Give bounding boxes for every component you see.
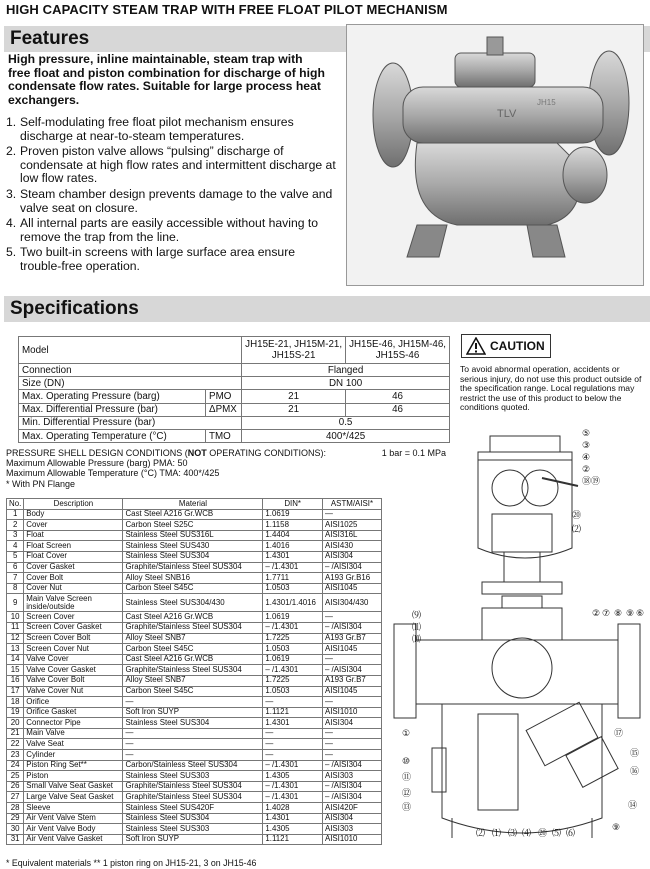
part-astm: – /AISI304 — [322, 562, 381, 573]
part-description: Screen Cover Nut — [24, 644, 123, 655]
table-row — [7, 792, 382, 803]
part-material: Carbon Steel S25C — [123, 520, 263, 531]
part-description: Cover Nut — [24, 583, 123, 594]
part-callout: ⑴ — [492, 829, 502, 839]
part-din: — — [263, 728, 323, 739]
part-callout: ⑱⑲ — [582, 477, 601, 487]
part-material: Graphite/Stainless Steel SUS304 — [123, 781, 263, 792]
table-row — [7, 654, 382, 665]
part-material: — — [123, 697, 263, 708]
part-material: Graphite/Stainless Steel SUS304 — [123, 562, 263, 573]
part-callout: ⑮ — [630, 749, 640, 759]
table-row — [7, 739, 382, 750]
warning-triangle-icon — [466, 337, 486, 355]
specifications-table — [18, 336, 450, 443]
part-number: 4 — [7, 541, 24, 552]
part-material: — — [123, 750, 263, 761]
part-callout: ⑥ — [636, 609, 645, 619]
part-description: Connector Pipe — [24, 718, 123, 729]
part-din: 1.4404 — [263, 530, 323, 541]
part-material: Cast Steel A216 Gr.WCB — [123, 612, 263, 623]
specifications-heading: Specifications — [4, 296, 650, 322]
spec-row-tmo — [19, 429, 450, 442]
shell-line-4: * With PN Flange — [6, 478, 76, 489]
part-callout: ⑽ — [412, 635, 422, 645]
part-number: 13 — [7, 644, 24, 655]
part-material: Alloy Steel SNB7 — [123, 675, 263, 686]
part-astm: AISI1010 — [322, 707, 381, 718]
part-number: 12 — [7, 633, 24, 644]
table-row — [7, 633, 382, 644]
part-number: 14 — [7, 654, 24, 665]
part-din: 1.4305 — [263, 771, 323, 782]
part-description: Air Vent Valve Body — [24, 824, 123, 835]
part-astm: AISI304 — [322, 718, 381, 729]
part-number: 27 — [7, 792, 24, 803]
part-astm: AISI420F — [322, 803, 381, 814]
part-astm: A193 Gr.B16 — [322, 573, 381, 584]
part-description: Sleeve — [24, 803, 123, 814]
part-callout: ⑤ — [582, 429, 591, 439]
part-description: Cover Gasket — [24, 562, 123, 573]
part-number: 1 — [7, 509, 24, 520]
part-din: 1.1121 — [263, 834, 323, 845]
part-din: 1.4305 — [263, 824, 323, 835]
part-number: 24 — [7, 760, 24, 771]
part-astm: – /AISI304 — [322, 622, 381, 633]
part-astm: AISI1010 — [322, 834, 381, 845]
part-number: 11 — [7, 622, 24, 633]
part-description: Cover Bolt — [24, 573, 123, 584]
part-callout: ⑾ — [412, 623, 422, 633]
col-header: DIN* — [263, 499, 323, 510]
table-row — [7, 573, 382, 584]
part-astm: AISI1025 — [322, 520, 381, 531]
part-number: 19 — [7, 707, 24, 718]
feature-number: 1. — [6, 115, 17, 129]
document-title: HIGH CAPACITY STEAM TRAP WITH FREE FLOAT PILOT MECHANISM — [6, 2, 448, 17]
part-din: 1.4028 — [263, 803, 323, 814]
table-row — [7, 803, 382, 814]
part-din: 1.1158 — [263, 520, 323, 531]
part-astm: AISI304/430 — [322, 594, 381, 612]
table-row — [7, 686, 382, 697]
photo-brand-text: TLV — [497, 108, 517, 120]
spec-label: Min. Differential Pressure (bar) — [19, 416, 242, 429]
feature-item — [6, 116, 336, 143]
part-callout: ⑷ — [522, 829, 532, 839]
feature-number: 4. — [6, 216, 17, 231]
spec-model-b: JH15E-46, JH15M-46, JH15S-46 — [346, 337, 450, 364]
part-din: 1.0503 — [263, 583, 323, 594]
feature-number: 2. — [6, 144, 17, 159]
part-material: Carbon Steel S45C — [123, 583, 263, 594]
col-header: Description — [24, 499, 123, 510]
spec-symbol: ΔPMX — [206, 403, 242, 416]
spec-label: Connection — [19, 364, 242, 377]
part-number: 25 — [7, 771, 24, 782]
part-callout: ① — [402, 729, 411, 739]
part-astm: — — [322, 728, 381, 739]
part-callout: ⑬ — [402, 803, 412, 813]
part-astm: A193 Gr.B7 — [322, 633, 381, 644]
caution-text: To avoid abnormal operation, accidents or serious injury, do not use this product outside of the specification range. Local regulations may restrict the use of this product to below the conditions quoted. — [460, 364, 642, 413]
part-din: 1.7225 — [263, 675, 323, 686]
part-din: – /1.4301 — [263, 760, 323, 771]
part-din: 1.0619 — [263, 509, 323, 520]
photo-model-text: JH15 — [537, 98, 556, 107]
part-din: – /1.4301 — [263, 562, 323, 573]
part-astm: AISI316L — [322, 530, 381, 541]
part-callout: ⑶ — [508, 829, 518, 839]
col-header: Material — [123, 499, 263, 510]
part-astm: AISI303 — [322, 824, 381, 835]
table-row — [7, 760, 382, 771]
feature-number: 5. — [6, 245, 17, 260]
part-astm: AISI1045 — [322, 686, 381, 697]
part-number: 7 — [7, 573, 24, 584]
part-description: Large Valve Seat Gasket — [24, 792, 123, 803]
part-astm: A193 Gr.B7 — [322, 675, 381, 686]
shell-line-3: Maximum Allowable Temperature (°C) TMA: 400*/425 — [6, 468, 220, 479]
spec-value: 46 — [346, 390, 450, 403]
part-material: Graphite/Stainless Steel SUS304 — [123, 665, 263, 676]
feature-text: Two built-in screens with large surface area ensure trouble-free operation. — [20, 245, 296, 273]
part-material: Stainless Steel SUS430 — [123, 541, 263, 552]
part-number: 10 — [7, 612, 24, 623]
product-photo — [346, 24, 644, 286]
part-material: Soft Iron SUYP — [123, 707, 263, 718]
part-number: 8 — [7, 583, 24, 594]
parts-table — [6, 498, 382, 845]
unit-note: 1 bar = 0.1 MPa — [381, 448, 446, 458]
table-row — [7, 834, 382, 845]
part-description: Cylinder — [24, 750, 123, 761]
spec-symbol: PMO — [206, 390, 242, 403]
table-row — [7, 781, 382, 792]
feature-item — [6, 217, 336, 244]
spec-label: Size (DN) — [19, 377, 242, 390]
part-material: Cast Steel A216 Gr.WCB — [123, 509, 263, 520]
part-din: — — [263, 739, 323, 750]
part-din: – /1.4301 — [263, 665, 323, 676]
spec-value: 21 — [242, 390, 346, 403]
part-number: 26 — [7, 781, 24, 792]
table-row — [7, 562, 382, 573]
part-description: Screen Cover — [24, 612, 123, 623]
part-number: 21 — [7, 728, 24, 739]
part-description: Main Valve — [24, 728, 123, 739]
part-description: Float Cover — [24, 551, 123, 562]
spec-value: 21 — [242, 403, 346, 416]
part-material: Alloy Steel SNB16 — [123, 573, 263, 584]
part-astm: — — [322, 612, 381, 623]
part-astm: AISI304 — [322, 551, 381, 562]
part-din: 1.0503 — [263, 644, 323, 655]
part-callout: ⑵ — [476, 829, 486, 839]
part-number: 18 — [7, 697, 24, 708]
table-row — [7, 824, 382, 835]
table-row — [7, 771, 382, 782]
part-description: Body — [24, 509, 123, 520]
part-material: Stainless Steel SUS304 — [123, 718, 263, 729]
part-material: Stainless Steel SUS304 — [123, 813, 263, 824]
part-callout: ⑳ — [538, 829, 548, 839]
part-din: 1.4301 — [263, 813, 323, 824]
part-material: Carbon Steel S45C — [123, 686, 263, 697]
feature-item — [6, 246, 336, 273]
part-din: – /1.4301 — [263, 622, 323, 633]
part-callout: ⑨ — [626, 609, 635, 619]
part-description: Valve Seat — [24, 739, 123, 750]
spec-label: Max. Operating Temperature (°C) — [19, 429, 206, 442]
shell-line-2: Maximum Allowable Pressure (barg) PMA: 50 — [6, 458, 188, 469]
part-astm: AISI303 — [322, 771, 381, 782]
table-row — [7, 675, 382, 686]
steam-trap-photo-illustration — [347, 25, 643, 285]
part-material: Stainless Steel SUS304 — [123, 551, 263, 562]
caution-badge — [461, 334, 551, 358]
table-row — [7, 697, 382, 708]
part-number: 6 — [7, 562, 24, 573]
feature-text: Self-modulating free float pilot mechanism ensures discharge at near-to-steam temperatures. — [20, 115, 294, 143]
part-din: 1.0619 — [263, 654, 323, 665]
spec-symbol: TMO — [206, 429, 242, 442]
part-number: 23 — [7, 750, 24, 761]
spec-row-connection — [19, 364, 450, 377]
part-astm: – /AISI304 — [322, 665, 381, 676]
part-description: Orifice Gasket — [24, 707, 123, 718]
part-description: Valve Cover Gasket — [24, 665, 123, 676]
part-din: – /1.4301 — [263, 792, 323, 803]
part-description: Air Vent Valve Gasket — [24, 834, 123, 845]
part-description: Valve Cover — [24, 654, 123, 665]
part-number: 30 — [7, 824, 24, 835]
part-material: Carbon/Stainless Steel SUS304 — [123, 760, 263, 771]
part-callout: ⑧ — [614, 609, 623, 619]
part-din: 1.7711 — [263, 573, 323, 584]
parts-footnote: * Equivalent materials ** 1 piston ring on JH15-21, 3 on JH15-46 — [6, 858, 257, 868]
spec-row-model — [19, 337, 450, 364]
spec-label: Max. Differential Pressure (bar) — [19, 403, 206, 416]
table-row — [7, 665, 382, 676]
part-material: Stainless Steel SUS303 — [123, 824, 263, 835]
part-number: 2 — [7, 520, 24, 531]
caution-label: CAUTION — [490, 339, 545, 353]
part-material: — — [123, 739, 263, 750]
part-description: Piston Ring Set** — [24, 760, 123, 771]
table-row — [7, 541, 382, 552]
part-astm: AISI304 — [322, 813, 381, 824]
part-astm: – /AISI304 — [322, 781, 381, 792]
part-callout: ⑭ — [628, 801, 638, 811]
part-description: Air Vent Valve Stem — [24, 813, 123, 824]
part-din: 1.7225 — [263, 633, 323, 644]
part-description: Cover — [24, 520, 123, 531]
part-callout: ⑨ — [612, 823, 621, 833]
part-number: 3 — [7, 530, 24, 541]
part-material: Stainless Steel SUS304/430 — [123, 594, 263, 612]
table-row — [7, 813, 382, 824]
part-din: 1.0503 — [263, 686, 323, 697]
part-din: 1.4301/1.4016 — [263, 594, 323, 612]
part-material: Stainless Steel SUS303 — [123, 771, 263, 782]
feature-text: All internal parts are easily accessible without having to remove the trap from the line. — [20, 216, 319, 244]
spec-value: Flanged — [242, 364, 450, 377]
spec-value: DN 100 — [242, 377, 450, 390]
part-din: — — [263, 697, 323, 708]
spec-row-pmo — [19, 390, 450, 403]
table-row — [7, 520, 382, 531]
part-material: Graphite/Stainless Steel SUS304 — [123, 622, 263, 633]
part-number: 29 — [7, 813, 24, 824]
part-din: 1.1121 — [263, 707, 323, 718]
features-intro: High pressure, inline maintainable, steam trap with free float and piston combination for discharge of high condensate flow rates. Suitable for large process heat exchangers. — [8, 52, 325, 107]
part-astm: — — [322, 750, 381, 761]
spec-value: 400*/425 — [242, 429, 450, 442]
part-astm: AISI1045 — [322, 583, 381, 594]
part-material: Soft Iron SUYP — [123, 834, 263, 845]
table-row — [7, 583, 382, 594]
part-number: 28 — [7, 803, 24, 814]
part-number: 22 — [7, 739, 24, 750]
spec-row-min-dp — [19, 416, 450, 429]
feature-text: Steam chamber design prevents damage to the valve and valve seat on closure. — [20, 186, 333, 215]
part-callout: ⑪ — [402, 773, 412, 783]
part-astm: – /AISI304 — [322, 760, 381, 771]
feature-item — [6, 145, 336, 186]
part-number: 9 — [7, 594, 24, 612]
shell-line-1: PRESSURE SHELL DESIGN CONDITIONS (NOT OPERATING CONDITIONS): — [6, 448, 327, 458]
table-row — [7, 612, 382, 623]
part-din: 1.4301 — [263, 718, 323, 729]
features-heading: Features — [4, 26, 650, 52]
part-material: Carbon Steel S45C — [123, 644, 263, 655]
col-header: No. — [7, 499, 24, 510]
spec-row-dpmx — [19, 403, 450, 416]
features-list — [6, 116, 336, 276]
part-callout: ⑯ — [630, 767, 640, 777]
spec-value: 0.5 — [242, 416, 450, 429]
table-row — [7, 509, 382, 520]
steam-trap-cross-section — [392, 418, 648, 864]
table-row — [7, 551, 382, 562]
part-astm: — — [322, 697, 381, 708]
part-description: Piston — [24, 771, 123, 782]
col-header: ASTM/AISI* — [322, 499, 381, 510]
part-material: Stainless Steel SUS316L — [123, 530, 263, 541]
feature-number: 3. — [6, 186, 17, 201]
part-callout: ③ — [582, 441, 591, 451]
part-description: Small Valve Seat Gasket — [24, 781, 123, 792]
part-astm: – /AISI304 — [322, 792, 381, 803]
spec-value: 46 — [346, 403, 450, 416]
part-din: 1.4016 — [263, 541, 323, 552]
shell-design-conditions — [6, 448, 446, 489]
table-row — [7, 622, 382, 633]
table-row — [7, 594, 382, 612]
part-din: — — [263, 750, 323, 761]
feature-item — [6, 188, 336, 215]
part-callout: ⑩ — [402, 757, 411, 767]
part-number: 15 — [7, 665, 24, 676]
part-callout: ④ — [582, 453, 591, 463]
part-description: Orifice — [24, 697, 123, 708]
spec-model-a: JH15E-21, JH15M-21, JH15S-21 — [242, 337, 346, 364]
part-description: Valve Cover Bolt — [24, 675, 123, 686]
part-material: — — [123, 728, 263, 739]
table-row — [7, 728, 382, 739]
part-callout: ⑼ — [412, 611, 422, 621]
feature-text: Proven piston valve allows “pulsing” discharge of condensate at high flow rates and intermittent discharge at low flow rates. — [20, 144, 336, 186]
table-row — [7, 707, 382, 718]
part-astm: — — [322, 509, 381, 520]
part-astm: AISI430 — [322, 541, 381, 552]
part-callout: ⑸ — [552, 829, 562, 839]
part-din: 1.0619 — [263, 612, 323, 623]
part-astm: AISI1045 — [322, 644, 381, 655]
part-number: 31 — [7, 834, 24, 845]
part-astm: — — [322, 654, 381, 665]
parts-header-row — [7, 499, 382, 510]
part-description: Main Valve Screen inside/outside — [24, 594, 123, 612]
part-number: 20 — [7, 718, 24, 729]
part-description: Float — [24, 530, 123, 541]
part-callout: ② — [592, 609, 601, 619]
cross-section-diagram — [392, 418, 648, 864]
part-number: 5 — [7, 551, 24, 562]
part-astm: — — [322, 739, 381, 750]
part-callout: ② — [582, 465, 591, 475]
part-callout: ⑫ — [402, 789, 412, 799]
part-number: 17 — [7, 686, 24, 697]
spec-row-size — [19, 377, 450, 390]
part-material: Cast Steel A216 Gr.WCB — [123, 654, 263, 665]
part-din: 1.4301 — [263, 551, 323, 562]
part-material: Graphite/Stainless Steel SUS304 — [123, 792, 263, 803]
spec-label: Model — [19, 337, 242, 364]
table-row — [7, 718, 382, 729]
table-row — [7, 644, 382, 655]
part-callout: ⑦ — [602, 609, 611, 619]
part-material: Stainless Steel SUS420F — [123, 803, 263, 814]
part-description: Screen Cover Gasket — [24, 622, 123, 633]
part-callout: ⑰ — [614, 729, 624, 739]
part-description: Float Screen — [24, 541, 123, 552]
part-callout: ⑳ — [572, 511, 582, 521]
part-callout: ⑵ — [572, 525, 582, 535]
table-row — [7, 530, 382, 541]
part-description: Valve Cover Nut — [24, 686, 123, 697]
part-number: 16 — [7, 675, 24, 686]
table-row — [7, 750, 382, 761]
part-callout: ⑹ — [566, 829, 576, 839]
spec-label: Max. Operating Pressure (barg) — [19, 390, 206, 403]
part-description: Screen Cover Bolt — [24, 633, 123, 644]
part-material: Alloy Steel SNB7 — [123, 633, 263, 644]
part-din: – /1.4301 — [263, 781, 323, 792]
